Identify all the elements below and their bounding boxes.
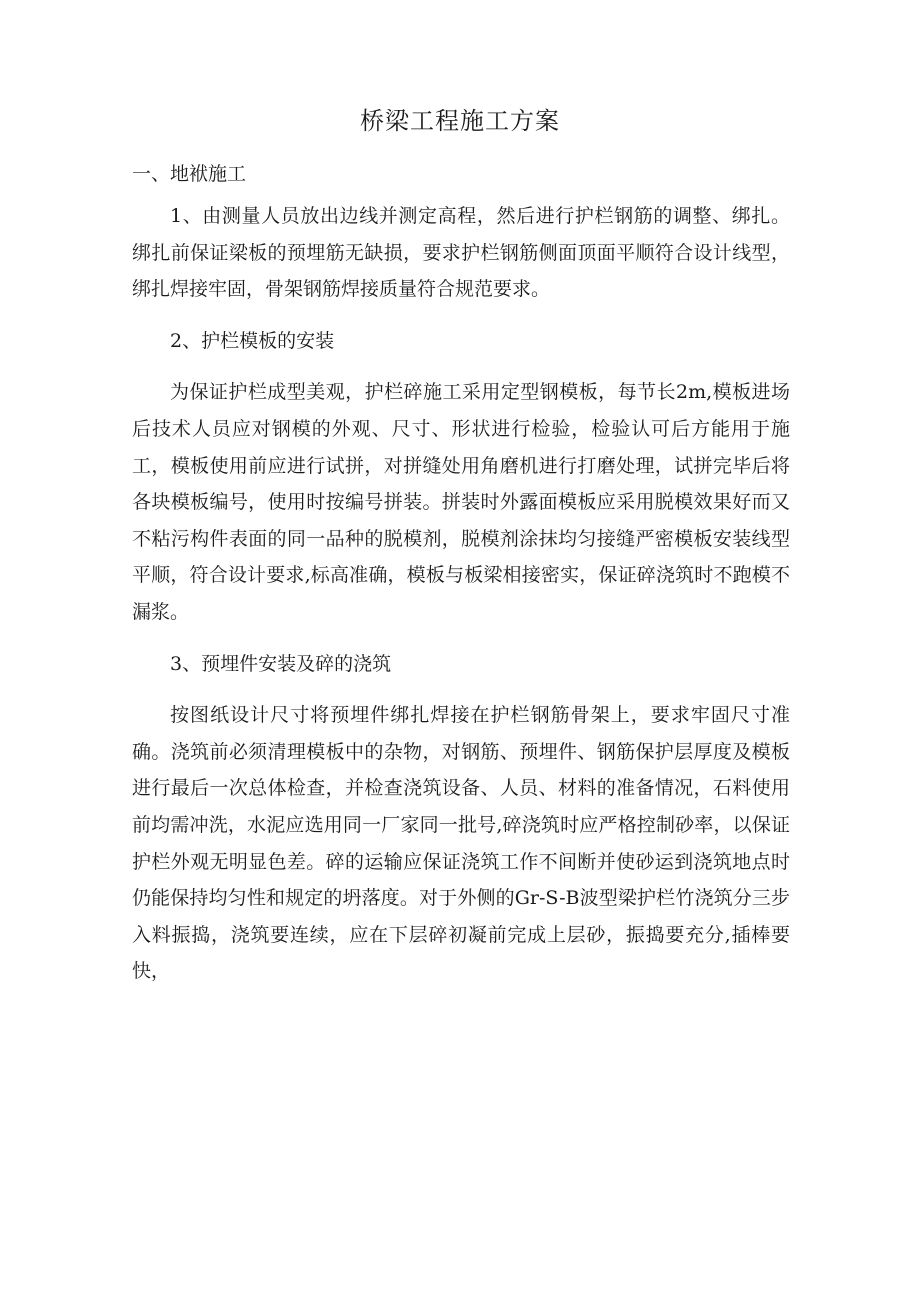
document-body [132, 198, 790, 990]
document-title: 桥梁工程施工方案 [360, 107, 560, 135]
subheading-embedded-parts: 3、预埋件安装及碎的浇筑 [170, 652, 392, 675]
paragraph-binding: 1、由测量人员放出边线并测定高程，然后进行护栏钢筋的调整、绑扎。绑扎前保证梁板的预埋筋无缺损，要求护栏钢筋侧面顶面平顺符合设计线型，绑扎焊接牢固，骨架钢筋焊接质量符合规范要求。 [132, 205, 790, 301]
section-heading: 一、地袱施工 [132, 163, 247, 185]
paragraph-formwork: 为保证护栏成型美观，护栏碎施工采用定型钢模板，每节长2m,模板进场后技术人员应对钢模的外观、尺寸、形状进行检验，检验认可后方能用于施工，模板使用前应进行试拼，对拼缝处用角磨机进行打磨处理，试拼完毕后将各块模板编号，使用时按编号拼装。拼装时外露面模板应采用脱模效果好而又不粘污构件表面的同一品种的脱模剂，脱模剂涂抹均匀接缝严密模板安装线型平顺，符合设计要求,标高准确，模板与板梁相接密实，保证碎浇筑时不跑模不漏浆。 [132, 381, 790, 623]
paragraph-pouring: 按图纸设计尺寸将预埋件绑扎焊接在护栏钢筋骨架上，要求牢固尺寸准确。浇筑前必须清理模板中的杂物，对钢筋、预埋件、钢筋保护层厚度及模板进行最后一次总体检查，并检查浇筑设备、人员、材料的准备情况，石料使用前均需冲洗，水泥应选用同一厂家同一批号,碎浇筑时应严格控制砂率，以保证护栏外观无明显色差。碎的运输应保证浇筑工作不间断并使砂运到浇筑地点时仍能保持均匀性和规定的坍落度。对于外侧的Gr-S-B波型梁护栏竹浇筑分三步入料振捣，浇筑要连续，应在下层碎初凝前完成上层砂，振捣要充分,插棒要快， [132, 704, 790, 983]
subheading-formwork: 2、护栏模板的安装 [170, 329, 335, 352]
